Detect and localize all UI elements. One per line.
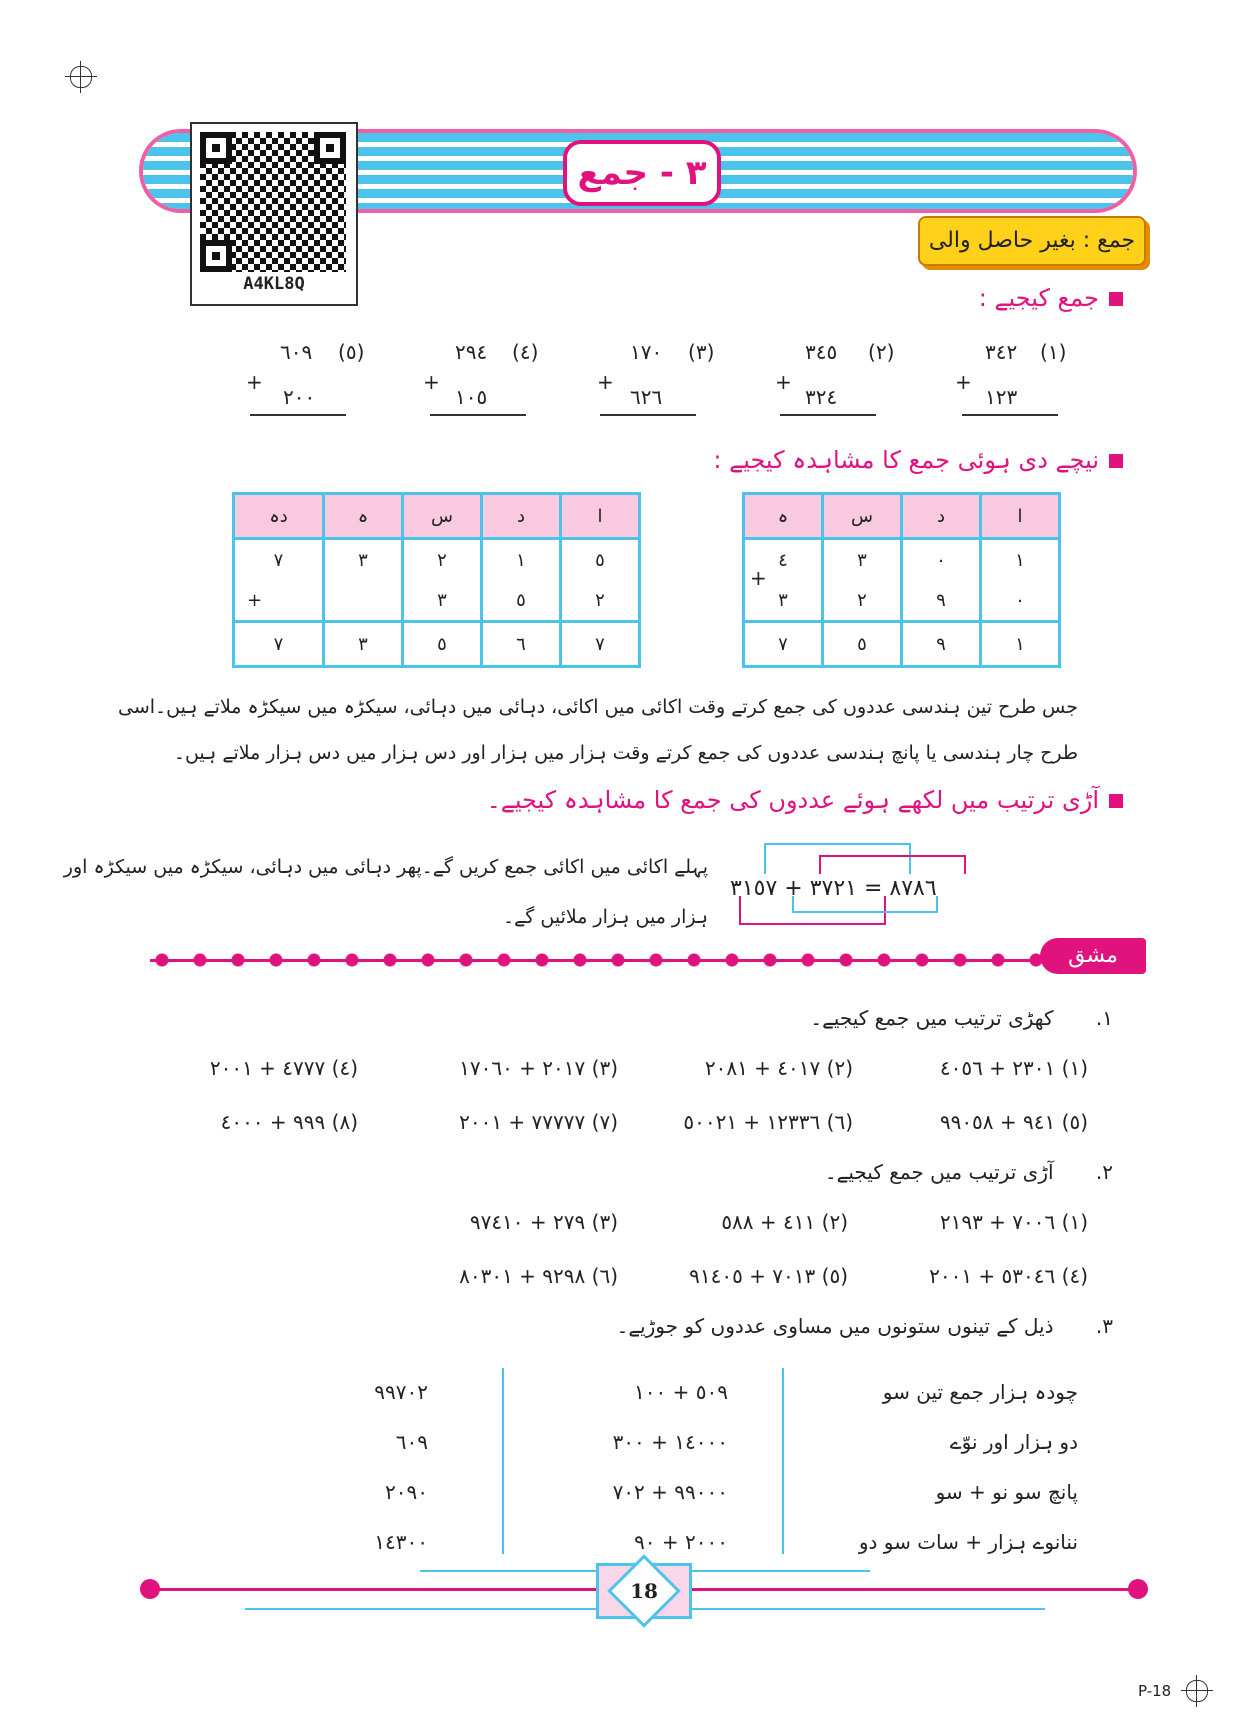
table-cell: ٢ <box>561 580 640 622</box>
section1-heading: جمع کیجیے : <box>979 284 1123 312</box>
q1-item: (١) ٢٣٠١ + ٤٠٥٦ <box>939 1056 1088 1080</box>
section2-heading: نیچے دی ہوئی جمع کا مشاہدہ کیجیے : <box>713 446 1123 474</box>
q1-item: (٥) ٩٤١ + ٩٩٠٥٨ <box>939 1110 1088 1134</box>
square-bullet-icon <box>1109 794 1123 808</box>
problem-bottom: ٢٠٠ <box>283 385 316 409</box>
decorative-chain <box>150 948 1048 972</box>
table-cell: ١ <box>981 539 1060 581</box>
table-header: دہ <box>234 494 324 539</box>
table-header: ا <box>561 494 640 539</box>
problem-label: (٣) <box>688 340 715 364</box>
question2-header <box>825 1160 1113 1184</box>
plus-sign: + <box>246 370 263 394</box>
problem-top: ٦٠٩ <box>280 340 313 364</box>
table-result: ٥ <box>403 622 482 667</box>
page-number: 18 <box>630 1579 658 1603</box>
table-cell: ٣ <box>403 580 482 622</box>
table-cell: ٤ <box>744 539 823 581</box>
problem-label: (١) <box>1040 340 1067 364</box>
problem-top: ٣٤٢ <box>985 340 1018 364</box>
registration-mark-bottom <box>1186 1680 1208 1702</box>
problem-bottom: ٦٢٦ <box>630 385 663 409</box>
qr-eye-icon <box>200 132 232 164</box>
problem-bottom: ١٢٣ <box>985 385 1018 409</box>
table-result: ٥ <box>823 622 902 667</box>
table-cell: ٧ <box>234 539 324 581</box>
square-bullet-icon <box>1109 454 1123 468</box>
chapter-title: ٣ - جمع <box>563 140 721 206</box>
q2-item: (٣) ٢٧٩ + ٩٧٤١٠ <box>469 1210 618 1234</box>
question-number: ١. <box>1095 1006 1113 1030</box>
table-result: ٧ <box>561 622 640 667</box>
question-text: آڑی ترتیب میں جمع کیجیے۔ <box>824 1160 1054 1184</box>
problem-top: ١٧٠ <box>630 340 663 364</box>
problem-label: (٢) <box>868 340 895 364</box>
table-result: ١ <box>981 622 1060 667</box>
table-cell: ٥ <box>482 580 561 622</box>
match-sum: ٩٩٠٠٠ + ٧٠٢ <box>612 1480 728 1504</box>
match-word: ننانوے ہزار + سات سو دو <box>858 1530 1078 1554</box>
table-cell: ٢ <box>403 539 482 581</box>
section3-heading: آڑی ترتیب میں لکھے ہوئے عددوں کی جمع کا مشاہدہ کیجیے۔ <box>487 786 1123 814</box>
table-header: ہ <box>324 494 403 539</box>
table-cell: ٢ <box>823 580 902 622</box>
table-cell: ١ <box>482 539 561 581</box>
paragraph-line2: طرح چار ہندسی یا پانچ ہندسی عددوں کی جمع کرتے وقت ہزار میں ہزار اور دس ہزار میں دس ہزار ملاتے ہیں۔ <box>173 742 1078 764</box>
match-result: ٦٠٩ <box>395 1430 428 1454</box>
footer-dot-right <box>1128 1579 1148 1599</box>
square-bullet-icon <box>1109 292 1123 306</box>
table-header: ہ <box>744 494 823 539</box>
plus-sign: + <box>423 370 440 394</box>
table-cell: ٥ <box>561 539 640 581</box>
answer-line <box>962 414 1058 416</box>
table-result: ٦ <box>482 622 561 667</box>
qr-eye-icon <box>314 132 346 164</box>
table-cell: ٣ <box>823 539 902 581</box>
arrow-cyan-top <box>765 844 910 874</box>
problem-bottom: ١٠٥ <box>455 385 488 409</box>
horizontal-expression: ٨٧٨٦ = ٣٧٢١ + ٣١٥٧ <box>730 876 937 901</box>
q1-item: (٦) ١٢٣٣٦ + ٥٠٠٢١ <box>683 1110 853 1134</box>
table-cell: ٠ <box>981 580 1060 622</box>
table-result: ٧ <box>744 622 823 667</box>
q2-item: (٤) ٥٣٠٤٦ + ٢٠٠١ <box>929 1264 1088 1288</box>
match-result: ٩٩٧٠٢ <box>374 1380 428 1404</box>
table-cell <box>234 580 324 622</box>
question-number: ٣. <box>1095 1314 1113 1338</box>
paragraph-line1: جس طرح تین ہندسی عددوں کی جمع کرتے وقت اکائی میں اکائی، دہائی میں دہائی، سیکڑہ میں سیکڑہ ملاتے ہیں۔اسی <box>118 696 1078 718</box>
q2-item: (٥) ٧٠١٣ + ٩١٤٠٥ <box>689 1264 848 1288</box>
table-result: ٩ <box>902 622 981 667</box>
q1-item: (٨) ٩٩٩ + ٤٠٠٠ <box>220 1110 358 1134</box>
question-text: کھڑی ترتیب میں جمع کیجیے۔ <box>810 1006 1054 1030</box>
column-divider <box>782 1368 784 1554</box>
q1-item: (٧) ٧٧٧٧٧ + ٢٠٠١ <box>459 1110 618 1134</box>
q1-item: (٢) ٤٠١٧ + ٢٠٨١ <box>704 1056 853 1080</box>
problem-label: (٤) <box>512 340 539 364</box>
table-header: د <box>902 494 981 539</box>
question-text: ذیل کے تینوں ستونوں میں مساوی عددوں کو جوڑیے۔ <box>616 1314 1054 1338</box>
problem-bottom: ٣٢٤ <box>805 385 838 409</box>
match-sum: ٥٠٩ + ١٠٠ <box>634 1380 728 1404</box>
match-word: چودہ ہزار جمع تین سو <box>882 1380 1078 1404</box>
q2-item: (٦) ٩٢٩٨ + ٨٠٣٠١ <box>459 1264 618 1288</box>
q1-item: (٣) ٢٠١٧ + ١٧٠٦٠ <box>459 1056 618 1080</box>
q1-item: (٤) ٤٧٧٧ + ٢٠٠١ <box>209 1056 358 1080</box>
q2-item: (٢) ٤١١ + ٥٨٨ <box>721 1210 848 1234</box>
table-header: س <box>823 494 902 539</box>
place-value-table-right <box>742 492 1061 668</box>
problem-label: (٥) <box>338 340 365 364</box>
plus-sign: + <box>775 370 792 394</box>
plus-sign: + <box>597 370 614 394</box>
place-value-table-left <box>232 492 641 668</box>
table-header: س <box>403 494 482 539</box>
plus-sign: + <box>955 370 972 394</box>
answer-line <box>430 414 526 416</box>
match-result: ١٤٣٠٠ <box>374 1530 428 1554</box>
subtitle-badge: جمع : بغیر حاصل والی <box>918 216 1146 266</box>
match-word: پانچ سو نو + سو <box>935 1480 1078 1504</box>
table-cell: ٣ <box>744 580 823 622</box>
match-word: دو ہزار اور نوّے <box>949 1430 1078 1454</box>
registration-mark-top <box>70 66 92 88</box>
plus-sign: + <box>247 589 263 611</box>
qr-label: A4KL8Q <box>243 274 305 294</box>
answer-line <box>600 414 696 416</box>
question1-header <box>810 1006 1113 1030</box>
table-cell <box>324 580 403 622</box>
horizontal-note-line2: ہزار میں ہزار ملائیں گے۔ <box>503 906 708 928</box>
table-header: ا <box>981 494 1060 539</box>
column-divider <box>502 1368 504 1554</box>
question3-header <box>617 1314 1113 1338</box>
qr-code[interactable] <box>190 122 358 306</box>
table-header: د <box>482 494 561 539</box>
question-number: ٢. <box>1095 1160 1113 1184</box>
table-cell: ٩ <box>902 580 981 622</box>
horizontal-note-line1: پہلے اکائی میں اکائی جمع کریں گے۔پھر دہائی میں دہائی، سیکڑہ میں سیکڑہ اور <box>63 856 708 878</box>
table-cell: ٠ <box>902 539 981 581</box>
footer-dot-left <box>140 1579 160 1599</box>
table-result: ٣ <box>324 622 403 667</box>
q2-item: (١) ٧٠٠٦ + ٢١٩٣ <box>939 1210 1088 1234</box>
problem-top: ٢٩٤ <box>455 340 488 364</box>
answer-line <box>780 414 876 416</box>
exercise-label: مشق <box>1040 938 1146 974</box>
table-cell: ٣ <box>324 539 403 581</box>
match-sum: ١٤٠٠٠ + ٣٠٠ <box>612 1430 728 1454</box>
arrow-pink-top <box>820 856 965 874</box>
table-result: ٧ <box>234 622 324 667</box>
match-result: ٢٠٩٠ <box>385 1480 428 1504</box>
page-reference: P-18 <box>1138 1682 1172 1700</box>
answer-line <box>250 414 346 416</box>
match-sum: ٢٠٠٠ + ٩٠ <box>634 1530 728 1554</box>
plus-sign: + <box>750 566 767 590</box>
qr-eye-icon <box>200 240 232 272</box>
problem-top: ٣٤٥ <box>805 340 838 364</box>
